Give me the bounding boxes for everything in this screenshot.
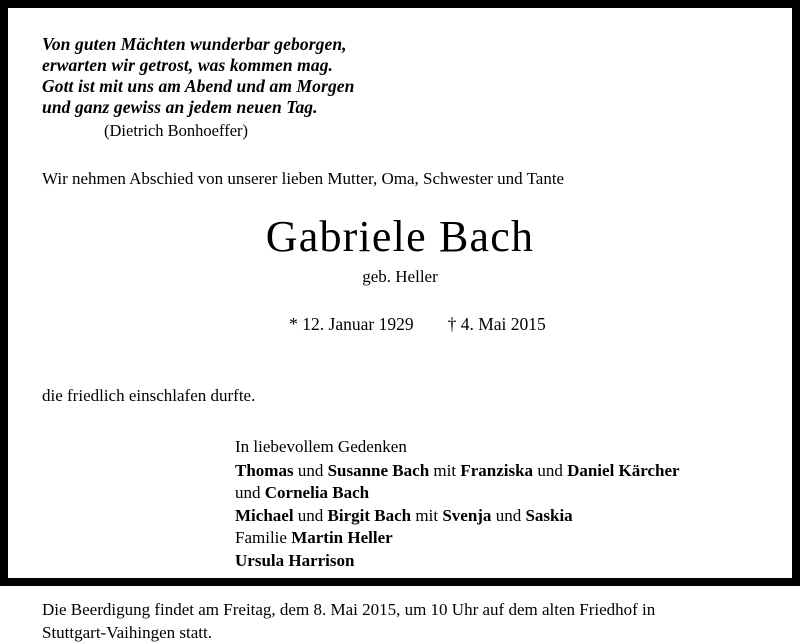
death-symbol: †	[447, 314, 457, 334]
mourner-connector: und	[293, 505, 328, 525]
mourner-connector: und	[533, 460, 568, 480]
mourner-line	[235, 550, 758, 573]
mourner-name: Michael	[235, 505, 294, 525]
poem-line-3: Gott ist mit uns am Abend und am Morgen	[42, 76, 355, 96]
poem-line-4: und ganz gewiss an jedem neuen Tag.	[42, 97, 318, 117]
poem-line-2: erwarten wir getrost, was kommen mag.	[42, 55, 334, 75]
mourner-line	[235, 482, 758, 505]
mourner-line	[235, 505, 758, 528]
mourners-list	[235, 460, 758, 573]
mourner-name: Cornelia Bach	[264, 483, 370, 502]
mourners-block	[235, 436, 758, 572]
mourner-name: Svenja	[442, 505, 492, 525]
funeral-details	[42, 598, 758, 644]
mourner-name: Birgit Bach	[327, 505, 412, 525]
deceased-maiden-name: geb. Heller	[362, 267, 438, 286]
mourner-name: Thomas	[235, 460, 294, 480]
passing-text: die friedlich einschlafen durfte.	[42, 386, 256, 405]
birth-date: 12. Januar 1929	[302, 314, 414, 334]
mourner-connector: und	[235, 483, 265, 502]
funeral-line-2: Stuttgart-Vaihingen statt.	[42, 623, 212, 642]
farewell-intro-text: Wir nehmen Abschied von unserer lieben Mutter, Oma, Schwester und Tante	[42, 169, 565, 188]
mourner-connector: mit	[429, 460, 461, 480]
life-dates	[42, 290, 758, 359]
mourner-connector: und	[293, 460, 328, 480]
mourner-name: Daniel Kärcher	[567, 460, 680, 480]
funeral-line-1: Die Beerdigung findet am Freitag, dem 8. Mai 2015, um 10 Uhr auf dem alten Friedhof in	[42, 600, 656, 619]
birth-symbol: *	[289, 314, 298, 334]
mourner-name: Susanne Bach	[327, 460, 430, 480]
mourner-name: Saskia	[525, 505, 573, 525]
notice-content	[8, 8, 792, 642]
mourner-name: Martin Heller	[291, 528, 393, 547]
mourner-connector: mit	[411, 505, 443, 525]
poem-line-1: Von guten Mächten wunderbar geborgen,	[42, 34, 347, 54]
mourner-line	[235, 527, 758, 550]
poem-attribution: (Dietrich Bonhoeffer)	[104, 121, 249, 140]
memorial-poem	[42, 34, 758, 118]
death-date: 4. Mai 2015	[460, 314, 546, 334]
mourners-heading: In liebevollem Gedenken	[235, 437, 407, 456]
mourner-connector: und	[491, 505, 526, 525]
mourner-connector: Familie	[235, 528, 292, 547]
mourner-line	[235, 460, 758, 483]
deceased-name-block	[42, 212, 758, 359]
deceased-name: Gabriele Bach	[265, 212, 535, 261]
mourner-name: Franziska	[460, 460, 534, 480]
mourner-name: Ursula Harrison	[235, 550, 355, 570]
